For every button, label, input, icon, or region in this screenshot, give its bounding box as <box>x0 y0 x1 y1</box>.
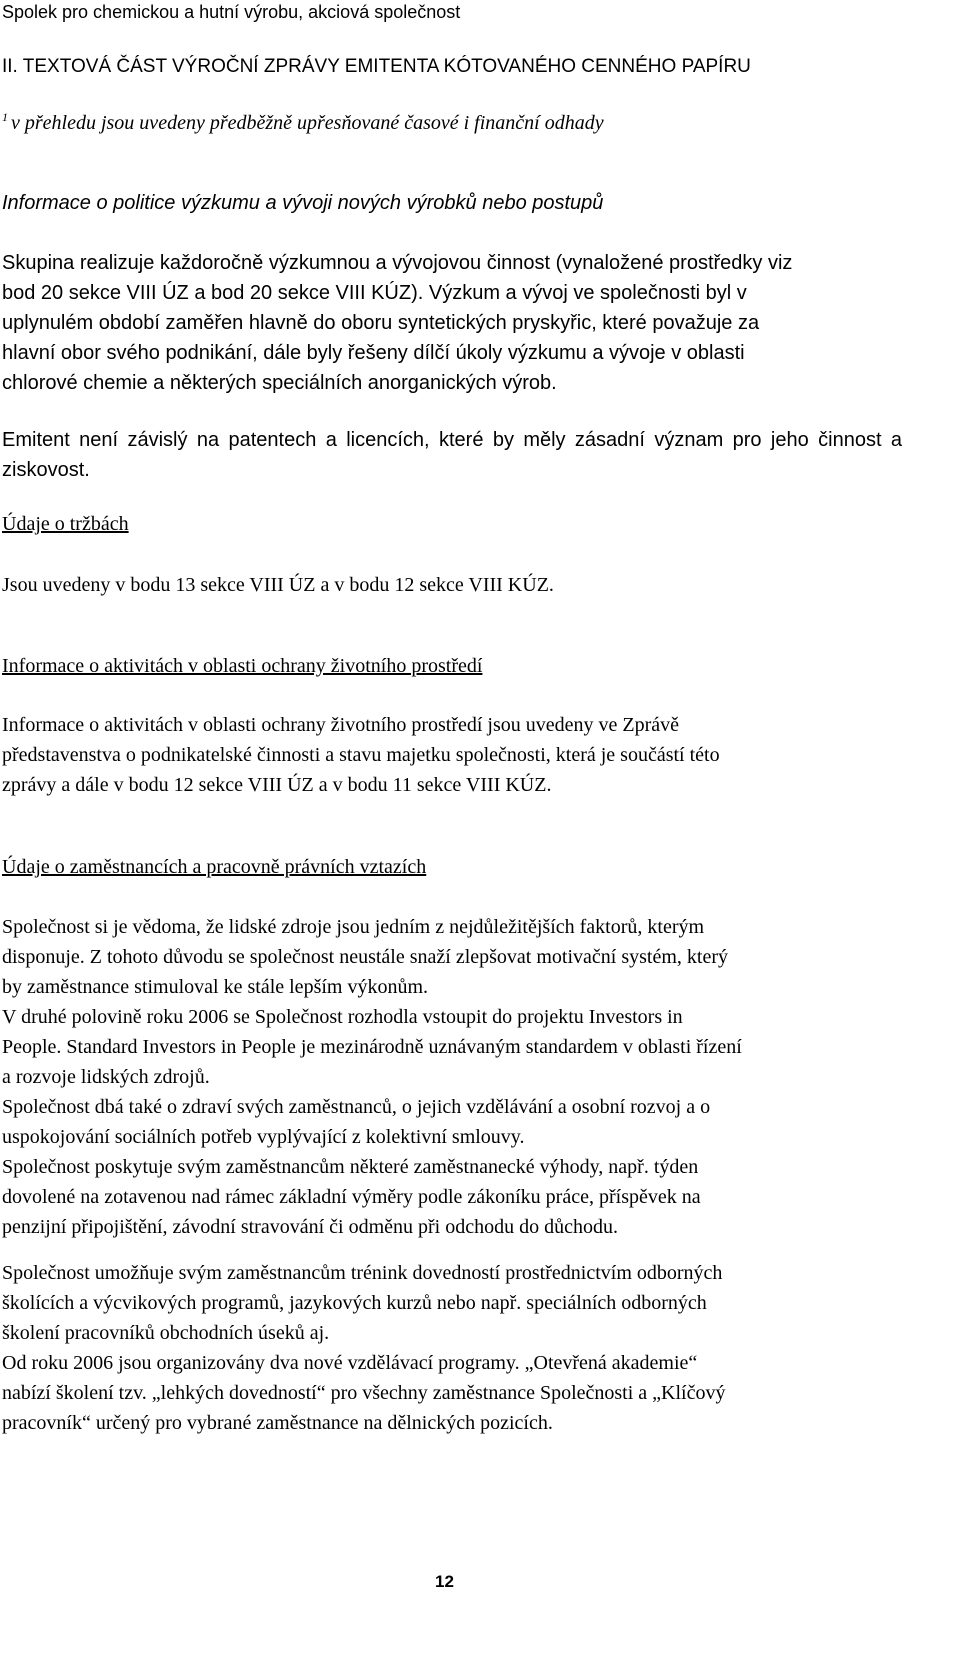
training-line: školících a výcvikových programů, jazykových kurzů nebo např. speciálních odborných <box>2 1292 707 1314</box>
employees-line: uspokojování sociálních potřeb vyplývající z kolektivní smlouvy. <box>2 1126 525 1148</box>
employees-line: penzijní připojištění, závodní stravování či odměnu při odchodu do důchodu. <box>2 1216 618 1238</box>
employees-line: People. Standard Investors in People je mezinárodně uznávaným standardem v oblasti řízení <box>2 1036 742 1058</box>
employees-line: dovolené na zotavenou nad rámec základní výměry podle zákoníku práce, příspěvek na <box>2 1186 701 1208</box>
research-line: bod 20 sekce VIII ÚZ a bod 20 sekce VIII KÚZ). Výzkum a vývoj ve společnosti byl v <box>2 282 747 304</box>
employees-line: Společnost poskytuje svým zaměstnancům některé zaměstnanecké výhody, např. týden <box>2 1156 699 1178</box>
training-line: Společnost umožňuje svým zaměstnancům trénink dovedností prostřednictvím odborných <box>2 1262 723 1284</box>
patents-paragraph: Emitent není závislý na patentech a licencích, které by měly zásadní význam pro jeho činnost a ziskovost. <box>2 429 902 481</box>
employees-line: V druhé polovině roku 2006 se Společnost rozhodla vstoupit do projektu Investors in <box>2 1006 683 1028</box>
employees-line: a rozvoje lidských zdrojů. <box>2 1066 210 1088</box>
environment-line: Informace o aktivitách v oblasti ochrany životního prostředí jsou uvedeny ve Zprávě <box>2 714 680 736</box>
research-line: uplynulém období zaměřen hlavně do oboru syntetických pryskyřic, které považuje za <box>2 312 760 334</box>
footnote-text: v přehledu jsou uvedeny předběžně upřesňované časové i finanční odhady <box>11 112 604 134</box>
revenue-heading: Údaje o tržbách <box>2 513 129 535</box>
employees-line: Společnost dbá také o zdraví svých zaměstnanců, o jejich vzdělávání a osobní rozvoj a o <box>2 1096 711 1118</box>
employees-line: Společnost si je vědoma, že lidské zdroje jsou jedním z nejdůležitějších faktorů, kterým <box>2 916 705 938</box>
environment-heading: Informace o aktivitách v oblasti ochrany životního prostředí <box>2 655 483 677</box>
research-line: hlavní obor svého podnikání, dále byly řešeny dílčí úkoly výzkumu a vývoje v oblasti <box>2 342 745 364</box>
research-heading: Informace o politice výzkumu a vývoji nových výrobků nebo postupů <box>2 192 604 214</box>
employees-paragraph <box>2 912 902 1242</box>
training-paragraph <box>2 1258 902 1438</box>
employees-line: disponuje. Z tohoto důvodu se společnost neustále snaží zlepšovat motivační systém, který <box>2 946 728 968</box>
part-title: II. TEXTOVÁ ČÁST VÝROČNÍ ZPRÁVY EMITENTA KÓTOVANÉHO CENNÉHO PAPÍRU <box>2 56 751 77</box>
research-line: Skupina realizuje každoročně výzkumnou a vývojovou činnost (vynaložené prostředky viz <box>2 252 793 274</box>
training-line: nabízí školení tzv. „lehkých dovedností“ pro všechny zaměstnance Společnosti a „Klíčový <box>2 1382 726 1404</box>
page-number: 12 <box>435 1572 454 1591</box>
footnote <box>2 110 604 135</box>
research-line: chlorové chemie a některých speciálních anorganických výrob. <box>2 372 557 394</box>
employees-line: by zaměstnance stimuloval ke stále lepším výkonům. <box>2 976 429 998</box>
training-line: Od roku 2006 jsou organizovány dva nové vzdělávací programy. „Otevřená akademie“ <box>2 1352 698 1374</box>
training-line: školení pracovníků obchodních úseků aj. <box>2 1322 330 1344</box>
environment-paragraph <box>2 710 902 800</box>
environment-line: představenstva o podnikatelské činnosti a stavu majetku společnosti, která je součástí této <box>2 744 720 766</box>
training-line: pracovník“ určený pro vybrané zaměstnance na dělnických pozicích. <box>2 1412 553 1434</box>
page-header: Spolek pro chemickou a hutní výrobu, akciová společnost <box>2 2 461 22</box>
environment-line: zprávy a dále v bodu 12 sekce VIII ÚZ a v bodu 11 sekce VIII KÚZ. <box>2 774 552 796</box>
research-paragraph <box>2 248 902 398</box>
footnote-marker: 1 <box>2 110 8 124</box>
revenue-text: Jsou uvedeny v bodu 13 sekce VIII ÚZ a v bodu 12 sekce VIII KÚZ. <box>2 574 554 596</box>
employees-heading: Údaje o zaměstnancích a pracovně právních vztazích <box>2 856 427 878</box>
